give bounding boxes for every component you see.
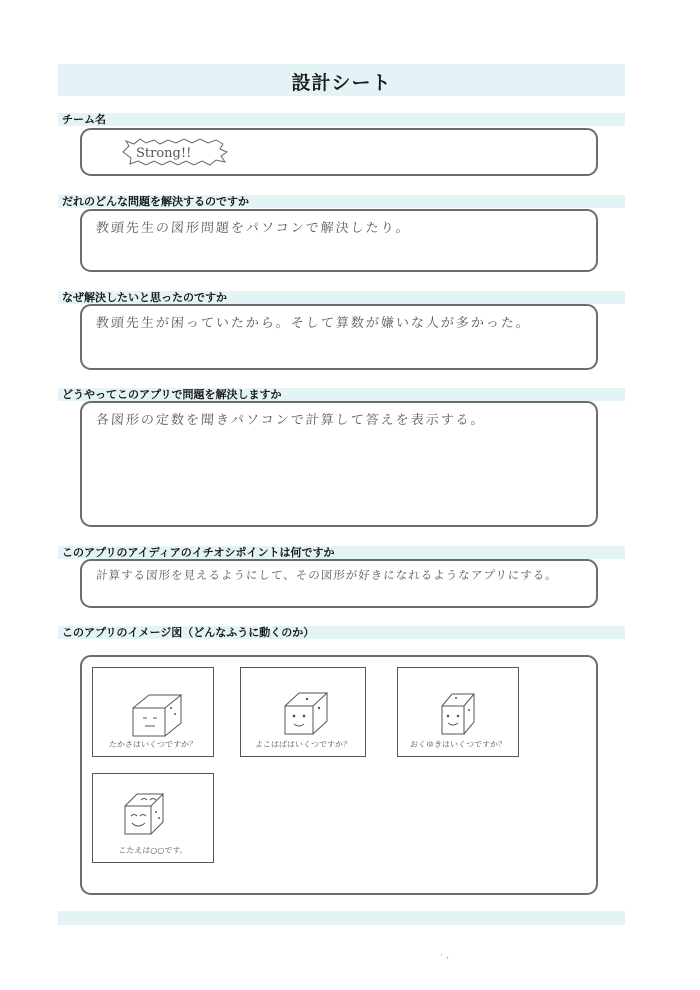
sheet-title: 設計シート [291,72,392,94]
whose-problem-answer: 教頭先生の図形問題をパソコンで解決したり。 [95,221,412,236]
whose-problem-label: だれのどんな問題を解決するのですか [62,195,249,208]
sketch-panel-width [240,667,366,757]
how-solve-answer: 各図形の定数を聞きパソコンで計算して答えを表示する。 [95,413,487,428]
sketch-caption: おくゆきはいくつですか？ [409,740,507,749]
whose-problem-box [80,209,598,272]
team-name-answer [120,137,230,167]
key-point-answer: 計算する図形を見えるようにして、その図形が好きになれるようなアプリにする。 [95,568,559,582]
title-band [58,64,625,96]
sketch-panel-height [92,667,214,757]
team-name-box [80,128,598,176]
image-diagram-label: このアプリのイメージ図（どんなふうに動くのか） [62,626,315,639]
how-solve-box [80,401,598,527]
footer-band [58,911,625,925]
key-point-box [80,559,598,608]
sketch-caption: こたえは○○です。 [117,846,189,855]
team-name-label: チーム名 [62,113,106,126]
sketch-caption: よこはばはいくつですか？ [254,740,352,749]
section-label-band [58,546,625,559]
section-label-band [58,626,625,639]
stray-marks: · 、 [440,951,455,961]
section-label-band [58,291,625,304]
how-solve-label: どうやってこのアプリで問題を解決しますか [62,388,282,401]
section-label-band [58,113,625,126]
why-solve-label: なぜ解決したいと思ったのですか [62,291,227,304]
section-label-band [58,388,625,401]
section-label-band [58,195,625,208]
team-name-text: Strong!! [136,146,192,161]
sketch-panel-answer [92,773,214,863]
key-point-label: このアプリのアイディアのイチオシポイントは何ですか [62,546,335,559]
sketch-caption: たかさはいくつですか？ [108,740,198,749]
why-solve-answer: 教頭先生が困っていたから。そして算数が嫌いな人が多かった。 [95,316,532,331]
sketch-panel-depth [397,667,519,757]
why-solve-box [80,304,598,370]
image-diagram-box [80,655,598,895]
